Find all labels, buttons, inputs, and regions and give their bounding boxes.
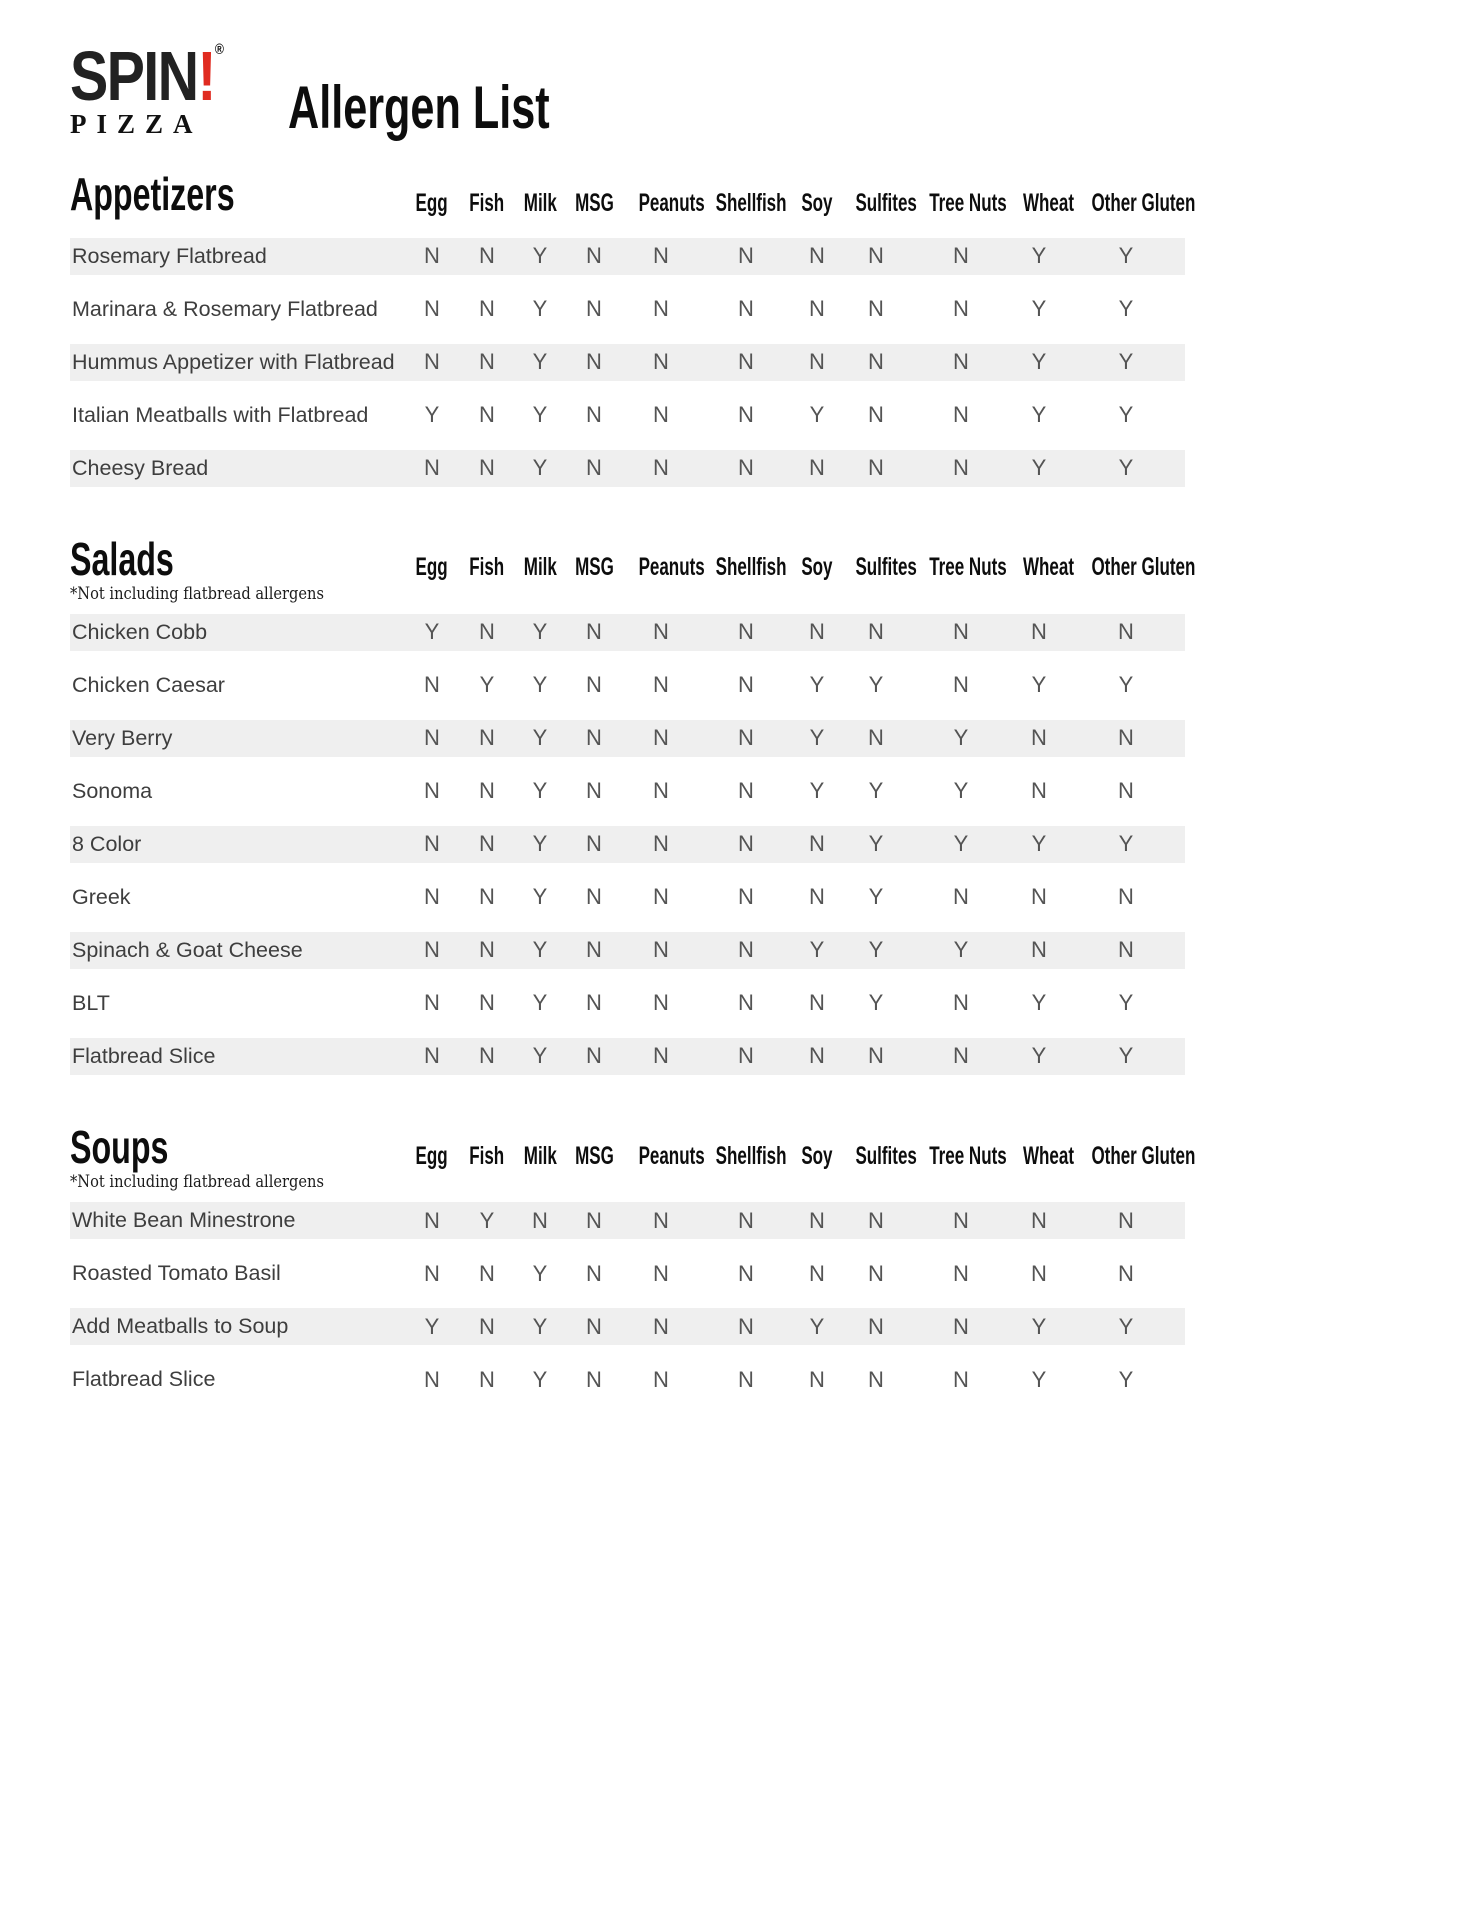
row-label: BLT (72, 990, 110, 1015)
allergen-cell-wheat: Y (1031, 349, 1047, 375)
allergen-cell-sulfites: N (868, 349, 884, 375)
allergen-cell-tree-nuts: N (953, 243, 969, 269)
column-header-soy: Soy (801, 553, 833, 582)
table-row-chicken-caesar (70, 667, 1185, 704)
allergen-cell-wheat: Y (1031, 1313, 1047, 1339)
allergen-cell-soy: N (809, 455, 825, 481)
column-header-other-gluten: Other Gluten (1091, 188, 1196, 217)
row-label: Roasted Tomato Basil (72, 1261, 281, 1286)
row-label: Hummus Appetizer with Flatbread (72, 349, 395, 374)
allergen-cell-tree-nuts: N (953, 1260, 969, 1286)
allergen-cell-milk: N (532, 1207, 548, 1233)
section-appetizers (70, 168, 1484, 486)
allergen-cell-egg: N (424, 349, 440, 375)
section-title: Appetizers (70, 168, 235, 221)
allergen-cell-shellfish: N (738, 990, 754, 1016)
allergen-cell-soy: Y (809, 725, 825, 751)
column-header-other-gluten: Other Gluten (1091, 1141, 1196, 1170)
allergen-cell-sulfites: N (868, 455, 884, 481)
section-note: *Not including flatbread allergens (70, 1172, 324, 1193)
allergen-cell-egg: N (424, 990, 440, 1016)
allergen-cell-fish: N (479, 884, 495, 910)
allergen-cell-sulfites: N (868, 243, 884, 269)
allergen-cell-wheat: Y (1031, 1043, 1047, 1069)
allergen-cell-tree-nuts: N (953, 455, 969, 481)
table-row-white-bean-minestrone (70, 1202, 1185, 1239)
allergen-cell-soy: N (809, 1043, 825, 1069)
allergen-cell-peanuts: N (653, 455, 669, 481)
allergen-cell-other-gluten: Y (1118, 296, 1134, 322)
allergen-cell-soy: N (809, 990, 825, 1016)
allergen-cell-tree-nuts: Y (953, 778, 969, 804)
allergen-cell-soy: N (809, 831, 825, 857)
column-header-peanuts: Peanuts (638, 553, 705, 582)
allergen-cell-wheat: N (1031, 778, 1047, 804)
allergen-cell-milk: Y (532, 296, 548, 322)
allergen-cell-fish: N (479, 296, 495, 322)
page-title: Allergen List (287, 74, 550, 142)
allergen-cell-msg: N (586, 990, 602, 1016)
allergen-cell-msg: N (586, 243, 602, 269)
allergen-cell-wheat: N (1031, 725, 1047, 751)
allergen-cell-wheat: N (1031, 884, 1047, 910)
allergen-cell-other-gluten: Y (1118, 1043, 1134, 1069)
column-header-egg: Egg (415, 553, 449, 582)
column-header-wheat: Wheat (1023, 1141, 1074, 1170)
allergen-cell-peanuts: N (653, 1366, 669, 1392)
allergen-cell-other-gluten: N (1118, 778, 1134, 804)
allergen-cell-egg: N (424, 937, 440, 963)
row-label: Spinach & Goat Cheese (72, 937, 303, 962)
allergen-cell-soy: Y (809, 672, 825, 698)
allergen-cell-fish: N (479, 243, 495, 269)
column-header-shellfish: Shellfish (715, 1141, 787, 1170)
section-title-wrap (70, 168, 405, 221)
allergen-cell-fish: N (479, 725, 495, 751)
allergen-cell-wheat: Y (1031, 296, 1047, 322)
section-header-row (70, 1120, 1196, 1193)
allergen-cell-soy: N (809, 1366, 825, 1392)
allergen-cell-egg: N (424, 1043, 440, 1069)
allergen-cell-shellfish: N (738, 1366, 754, 1392)
allergen-cell-shellfish: N (738, 1043, 754, 1069)
doc-header (70, 37, 1484, 142)
allergen-cell-shellfish: N (738, 831, 754, 857)
allergen-cell-tree-nuts: Y (953, 725, 969, 751)
logo-wordmark (70, 37, 258, 115)
allergen-cell-sulfites: N (868, 402, 884, 428)
column-header-msg: MSG (574, 1141, 614, 1170)
allergen-cell-tree-nuts: N (953, 619, 969, 645)
row-label: Add Meatballs to Soup (72, 1314, 289, 1339)
allergen-cell-milk: Y (532, 884, 548, 910)
column-header-other-gluten: Other Gluten (1091, 553, 1196, 582)
allergen-cell-sulfites: Y (868, 884, 884, 910)
allergen-cell-peanuts: N (653, 402, 669, 428)
allergen-cell-shellfish: N (738, 243, 754, 269)
registered-mark: ® (214, 41, 224, 58)
table-row-italian-meatballs-with-flatbread (70, 397, 1185, 434)
column-header-msg: MSG (574, 188, 614, 217)
allergen-cell-peanuts: N (653, 884, 669, 910)
allergen-cell-wheat: N (1031, 1207, 1047, 1233)
allergen-cell-soy: N (809, 884, 825, 910)
allergen-cell-fish: N (479, 1260, 495, 1286)
column-header-shellfish: Shellfish (715, 553, 787, 582)
allergen-cell-soy: N (809, 1207, 825, 1233)
allergen-cell-sulfites: N (868, 619, 884, 645)
table-row-flatbread-slice (70, 1361, 1185, 1398)
row-label: 8 Color (72, 831, 142, 856)
allergen-cell-other-gluten: N (1118, 725, 1134, 751)
allergen-cell-fish: Y (479, 672, 495, 698)
allergen-cell-wheat: Y (1031, 990, 1047, 1016)
allergen-cell-fish: N (479, 349, 495, 375)
allergen-cell-milk: Y (532, 672, 548, 698)
allergen-cell-egg: N (424, 725, 440, 751)
column-header-wheat: Wheat (1023, 553, 1074, 582)
allergen-cell-fish: N (479, 937, 495, 963)
table-row-roasted-tomato-basil (70, 1255, 1185, 1292)
allergen-cell-milk: Y (532, 1313, 548, 1339)
column-header-milk: Milk (523, 1141, 557, 1170)
allergen-cell-other-gluten: Y (1118, 1366, 1134, 1392)
allergen-cell-sulfites: Y (868, 990, 884, 1016)
row-label: Greek (72, 884, 131, 909)
section-header-row (70, 532, 1196, 604)
allergen-cell-sulfites: N (868, 725, 884, 751)
allergen-cell-milk: Y (532, 778, 548, 804)
allergen-cell-soy: Y (809, 778, 825, 804)
allergen-cell-other-gluten: N (1118, 1260, 1134, 1286)
allergen-cell-milk: Y (532, 349, 548, 375)
allergen-cell-fish: N (479, 1313, 495, 1339)
section-note: *Not including flatbread allergens (70, 583, 324, 604)
allergen-cell-egg: N (424, 831, 440, 857)
allergen-cell-shellfish: N (738, 1207, 754, 1233)
table-row-flatbread-slice (70, 1038, 1185, 1075)
allergen-cell-msg: N (586, 937, 602, 963)
table-row-chicken-cobb (70, 614, 1185, 651)
allergen-cell-peanuts: N (653, 672, 669, 698)
allergen-cell-egg: N (424, 243, 440, 269)
allergen-cell-sulfites: Y (868, 778, 884, 804)
column-header-fish: Fish (469, 188, 505, 217)
column-header-sulfites: Sulfites (855, 553, 917, 582)
allergen-cell-peanuts: N (653, 619, 669, 645)
allergen-cell-wheat: Y (1031, 1366, 1047, 1392)
table-row-8-color (70, 826, 1185, 863)
allergen-cell-peanuts: N (653, 1313, 669, 1339)
section-soups (70, 1120, 1484, 1398)
allergen-cell-milk: Y (532, 1260, 548, 1286)
allergen-cell-msg: N (586, 1366, 602, 1392)
allergen-cell-milk: Y (532, 990, 548, 1016)
allergen-cell-fish: N (479, 619, 495, 645)
row-label: Flatbread Slice (72, 1043, 216, 1068)
allergen-cell-sulfites: Y (868, 831, 884, 857)
allergen-cell-soy: N (809, 296, 825, 322)
logo-pizza-text: PIZZA (70, 109, 203, 140)
row-label: Italian Meatballs with Flatbread (72, 402, 369, 427)
section-title-wrap (70, 532, 405, 604)
allergen-cell-msg: N (586, 402, 602, 428)
allergen-cell-milk: Y (532, 619, 548, 645)
column-header-egg: Egg (415, 188, 449, 217)
allergen-cell-other-gluten: N (1118, 937, 1134, 963)
allergen-cell-other-gluten: N (1118, 1207, 1134, 1233)
allergen-cell-soy: Y (809, 1313, 825, 1339)
allergen-cell-peanuts: N (653, 725, 669, 751)
row-label: Chicken Caesar (72, 672, 225, 697)
allergen-cell-peanuts: N (653, 937, 669, 963)
section-title-wrap (70, 1120, 405, 1193)
allergen-cell-msg: N (586, 349, 602, 375)
column-header-wheat: Wheat (1023, 188, 1074, 217)
row-label: Very Berry (72, 725, 173, 750)
allergen-cell-other-gluten: Y (1118, 243, 1134, 269)
allergen-cell-shellfish: N (738, 937, 754, 963)
allergen-cell-egg: N (424, 296, 440, 322)
allergen-cell-milk: Y (532, 1366, 548, 1392)
allergen-cell-sulfites: Y (868, 672, 884, 698)
allergen-cell-msg: N (586, 1260, 602, 1286)
allergen-cell-soy: N (809, 243, 825, 269)
allergen-cell-wheat: N (1031, 619, 1047, 645)
row-label: Sonoma (72, 778, 153, 803)
allergen-cell-tree-nuts: Y (953, 937, 969, 963)
column-header-soy: Soy (801, 1141, 833, 1170)
allergen-cell-peanuts: N (653, 296, 669, 322)
allergen-cell-egg: N (424, 884, 440, 910)
sections-container (70, 168, 1484, 1398)
table-row-greek (70, 879, 1185, 916)
allergen-cell-wheat: Y (1031, 243, 1047, 269)
table-row-spinach-goat-cheese (70, 932, 1185, 969)
allergen-cell-shellfish: N (738, 672, 754, 698)
allergen-cell-tree-nuts: N (953, 1313, 969, 1339)
allergen-cell-sulfites: N (868, 296, 884, 322)
allergen-cell-milk: Y (532, 455, 548, 481)
allergen-cell-tree-nuts: Y (953, 831, 969, 857)
section-title: Soups (70, 1120, 169, 1173)
row-label: Flatbread Slice (72, 1367, 216, 1392)
column-header-tree-nuts: Tree Nuts (929, 188, 1007, 217)
allergen-cell-egg: N (424, 1260, 440, 1286)
allergen-cell-tree-nuts: N (953, 1366, 969, 1392)
allergen-cell-fish: N (479, 831, 495, 857)
column-header-sulfites: Sulfites (855, 188, 917, 217)
allergen-cell-shellfish: N (738, 402, 754, 428)
allergen-cell-sulfites: N (868, 1366, 884, 1392)
allergen-cell-tree-nuts: N (953, 402, 969, 428)
column-header-sulfites: Sulfites (855, 1141, 917, 1170)
allergen-cell-fish: N (479, 1043, 495, 1069)
allergen-cell-msg: N (586, 1207, 602, 1233)
allergen-cell-egg: Y (424, 1313, 440, 1339)
allergen-cell-fish: N (479, 778, 495, 804)
row-label: Chicken Cobb (72, 619, 208, 644)
allergen-cell-milk: Y (532, 1043, 548, 1069)
allergen-cell-shellfish: N (738, 1313, 754, 1339)
allergen-cell-tree-nuts: N (953, 672, 969, 698)
allergen-cell-egg: N (424, 455, 440, 481)
allergen-cell-wheat: N (1031, 937, 1047, 963)
column-header-shellfish: Shellfish (715, 188, 787, 217)
column-header-milk: Milk (523, 553, 557, 582)
allergen-cell-egg: Y (424, 402, 440, 428)
allergen-cell-milk: Y (532, 243, 548, 269)
allergen-cell-sulfites: N (868, 1313, 884, 1339)
allergen-cell-egg: N (424, 778, 440, 804)
allergen-cell-fish: N (479, 402, 495, 428)
allergen-cell-fish: N (479, 1366, 495, 1392)
allergen-cell-tree-nuts: N (953, 990, 969, 1016)
allergen-cell-milk: Y (532, 402, 548, 428)
table-row-marinara-rosemary-flatbread (70, 291, 1185, 328)
allergen-cell-egg: N (424, 1366, 440, 1392)
allergen-cell-shellfish: N (738, 778, 754, 804)
allergen-cell-wheat: Y (1031, 672, 1047, 698)
allergen-cell-peanuts: N (653, 1260, 669, 1286)
column-header-tree-nuts: Tree Nuts (929, 553, 1007, 582)
allergen-cell-msg: N (586, 1043, 602, 1069)
allergen-cell-wheat: Y (1031, 831, 1047, 857)
allergen-cell-sulfites: N (868, 1260, 884, 1286)
allergen-cell-fish: N (479, 990, 495, 1016)
allergen-cell-tree-nuts: N (953, 884, 969, 910)
column-header-egg: Egg (415, 1141, 449, 1170)
allergen-cell-msg: N (586, 672, 602, 698)
logo-exclamation: ! (197, 37, 215, 115)
allergen-cell-egg: Y (424, 619, 440, 645)
allergen-cell-peanuts: N (653, 1043, 669, 1069)
allergen-cell-soy: N (809, 349, 825, 375)
allergen-cell-other-gluten: Y (1118, 990, 1134, 1016)
allergen-cell-shellfish: N (738, 725, 754, 751)
row-label: Rosemary Flatbread (72, 243, 267, 268)
allergen-cell-other-gluten: Y (1118, 349, 1134, 375)
allergen-cell-msg: N (586, 831, 602, 857)
allergen-cell-wheat: N (1031, 1260, 1047, 1286)
allergen-cell-msg: N (586, 1313, 602, 1339)
allergen-cell-other-gluten: Y (1118, 1313, 1134, 1339)
allergen-cell-msg: N (586, 725, 602, 751)
allergen-cell-tree-nuts: N (953, 1207, 969, 1233)
allergen-cell-wheat: Y (1031, 455, 1047, 481)
allergen-cell-shellfish: N (738, 1260, 754, 1286)
column-header-tree-nuts: Tree Nuts (929, 1141, 1007, 1170)
allergen-cell-other-gluten: Y (1118, 402, 1134, 428)
table-row-sonoma (70, 773, 1185, 810)
row-label: Cheesy Bread (72, 455, 209, 480)
allergen-cell-soy: Y (809, 937, 825, 963)
table-row-add-meatballs-to-soup (70, 1308, 1185, 1345)
allergen-cell-milk: Y (532, 937, 548, 963)
allergen-cell-peanuts: N (653, 778, 669, 804)
allergen-cell-peanuts: N (653, 990, 669, 1016)
allergen-cell-soy: N (809, 619, 825, 645)
allergen-cell-msg: N (586, 778, 602, 804)
allergen-cell-soy: Y (809, 402, 825, 428)
allergen-cell-milk: Y (532, 831, 548, 857)
column-header-fish: Fish (469, 553, 505, 582)
allergen-cell-shellfish: N (738, 884, 754, 910)
allergen-cell-shellfish: N (738, 349, 754, 375)
row-label: White Bean Minestrone (72, 1208, 296, 1233)
table-row-blt (70, 985, 1185, 1022)
allergen-cell-peanuts: N (653, 349, 669, 375)
allergen-cell-other-gluten: Y (1118, 455, 1134, 481)
row-label: Marinara & Rosemary Flatbread (72, 296, 378, 321)
spin-pizza-logo (70, 37, 258, 140)
allergen-cell-tree-nuts: N (953, 1043, 969, 1069)
allergen-cell-egg: N (424, 672, 440, 698)
table-row-very-berry (70, 720, 1185, 757)
table-row-cheesy-bread (70, 450, 1185, 487)
allergen-cell-sulfites: Y (868, 937, 884, 963)
column-header-fish: Fish (469, 1141, 505, 1170)
allergen-cell-tree-nuts: N (953, 349, 969, 375)
allergen-cell-other-gluten: N (1118, 884, 1134, 910)
allergen-cell-other-gluten: N (1118, 619, 1134, 645)
allergen-cell-msg: N (586, 884, 602, 910)
section-title: Salads (70, 532, 174, 585)
column-header-soy: Soy (801, 188, 833, 217)
allergen-cell-other-gluten: Y (1118, 831, 1134, 857)
allergen-cell-shellfish: N (738, 619, 754, 645)
column-header-peanuts: Peanuts (638, 188, 705, 217)
table-row-rosemary-flatbread (70, 238, 1185, 275)
allergen-cell-peanuts: N (653, 831, 669, 857)
section-header-row (70, 168, 1196, 221)
allergen-cell-shellfish: N (738, 455, 754, 481)
allergen-cell-msg: N (586, 455, 602, 481)
logo-spin-text: SPIN (70, 37, 198, 115)
section-salads (70, 532, 1484, 1075)
allergen-cell-sulfites: N (868, 1043, 884, 1069)
allergen-cell-milk: Y (532, 725, 548, 751)
allergen-cell-wheat: Y (1031, 402, 1047, 428)
allergen-cell-soy: N (809, 1260, 825, 1286)
allergen-cell-msg: N (586, 619, 602, 645)
allergen-cell-fish: N (479, 455, 495, 481)
column-header-msg: MSG (574, 553, 614, 582)
allergen-cell-other-gluten: Y (1118, 672, 1134, 698)
allergen-cell-msg: N (586, 296, 602, 322)
allergen-cell-egg: N (424, 1207, 440, 1233)
allergen-cell-sulfites: N (868, 1207, 884, 1233)
allergen-cell-peanuts: N (653, 243, 669, 269)
allergen-cell-peanuts: N (653, 1207, 669, 1233)
allergen-cell-tree-nuts: N (953, 296, 969, 322)
column-header-milk: Milk (523, 188, 557, 217)
allergen-cell-fish: Y (479, 1207, 495, 1233)
table-row-hummus-appetizer-with-flatbread (70, 344, 1185, 381)
column-header-peanuts: Peanuts (638, 1141, 705, 1170)
allergen-cell-shellfish: N (738, 296, 754, 322)
